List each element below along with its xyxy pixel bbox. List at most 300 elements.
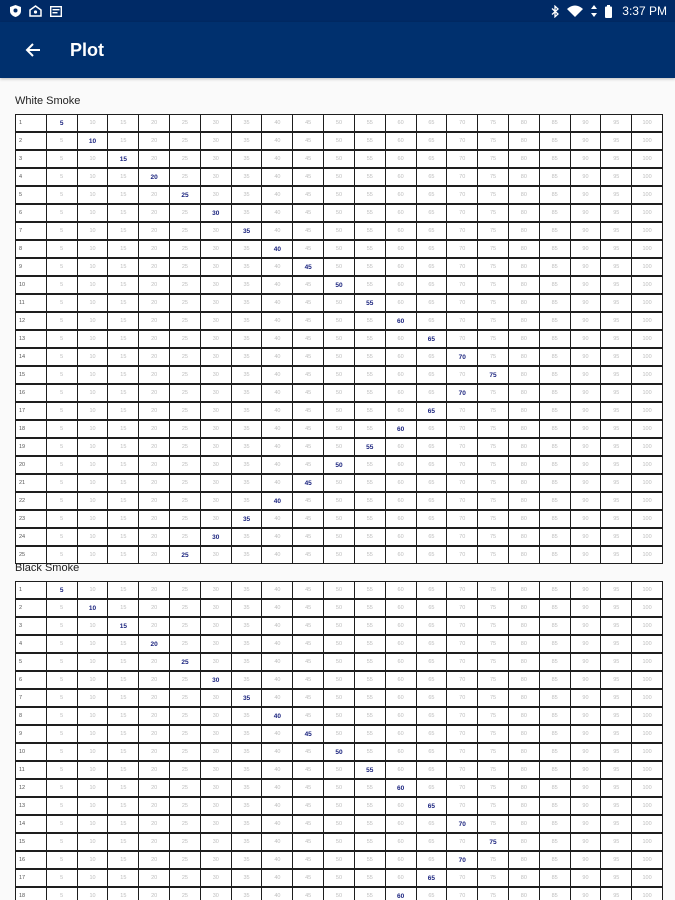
grid-cell[interactable]: 10	[78, 762, 108, 778]
grid-cell[interactable]: 20	[139, 547, 169, 563]
grid-cell[interactable]: 100	[632, 385, 662, 401]
grid-cell[interactable]: 85	[540, 457, 570, 473]
grid-cell[interactable]: 20	[139, 582, 169, 598]
grid-cell[interactable]: 5	[47, 888, 77, 900]
grid-cell[interactable]: 90	[571, 169, 601, 185]
grid-cell[interactable]: 55	[355, 600, 385, 616]
grid-cell[interactable]: 100	[632, 600, 662, 616]
grid-cell[interactable]: 20	[139, 223, 169, 239]
grid-cell[interactable]: 40	[262, 618, 292, 634]
grid-cell[interactable]: 10	[78, 277, 108, 293]
grid-cell[interactable]: 5	[47, 331, 77, 347]
grid-cell[interactable]: 25	[170, 672, 200, 688]
row-label[interactable]: 17	[16, 403, 46, 419]
grid-cell[interactable]: 70	[447, 241, 477, 257]
grid-cell[interactable]: 15	[108, 475, 138, 491]
grid-cell[interactable]: 100	[632, 295, 662, 311]
grid-cell[interactable]: 95	[601, 852, 631, 868]
grid-cell[interactable]: 85	[540, 529, 570, 545]
grid-cell[interactable]: 35	[232, 349, 262, 365]
grid-cell[interactable]: 95	[601, 636, 631, 652]
grid-cell[interactable]: 90	[571, 421, 601, 437]
grid-cell[interactable]: 10	[78, 403, 108, 419]
grid-cell[interactable]: 50	[324, 852, 354, 868]
grid-cell[interactable]: 55	[355, 798, 385, 814]
grid-cell[interactable]: 10	[78, 618, 108, 634]
grid-cell[interactable]: 95	[601, 313, 631, 329]
grid-cell[interactable]: 45	[293, 852, 323, 868]
row-label[interactable]: 5	[16, 654, 46, 670]
grid-cell[interactable]: 35	[232, 403, 262, 419]
grid-cell[interactable]: 90	[571, 205, 601, 221]
row-label[interactable]: 21	[16, 475, 46, 491]
grid-cell[interactable]: 30	[201, 295, 231, 311]
grid-cell[interactable]: 70	[447, 654, 477, 670]
grid-cell[interactable]: 70	[447, 798, 477, 814]
grid-cell[interactable]: 60	[386, 331, 416, 347]
grid-cell[interactable]: 20	[139, 385, 169, 401]
grid-cell-selected[interactable]: 55	[355, 295, 385, 311]
grid-cell[interactable]: 45	[293, 295, 323, 311]
grid-cell[interactable]: 5	[47, 798, 77, 814]
row-label[interactable]: 9	[16, 259, 46, 275]
grid-cell-selected[interactable]: 50	[324, 744, 354, 760]
grid-cell[interactable]: 25	[170, 780, 200, 796]
grid-cell[interactable]: 35	[232, 762, 262, 778]
grid-cell[interactable]: 95	[601, 223, 631, 239]
row-label[interactable]: 3	[16, 618, 46, 634]
grid-cell[interactable]: 100	[632, 762, 662, 778]
grid-cell[interactable]: 55	[355, 852, 385, 868]
grid-cell[interactable]: 15	[108, 547, 138, 563]
grid-cell[interactable]: 95	[601, 457, 631, 473]
grid-cell[interactable]: 65	[417, 349, 447, 365]
grid-cell[interactable]: 25	[170, 403, 200, 419]
grid-cell[interactable]: 20	[139, 151, 169, 167]
grid-cell[interactable]: 25	[170, 313, 200, 329]
grid-cell[interactable]: 75	[478, 798, 508, 814]
row-label[interactable]: 14	[16, 349, 46, 365]
grid-cell[interactable]: 65	[417, 780, 447, 796]
grid-cell[interactable]: 10	[78, 654, 108, 670]
grid-cell[interactable]: 15	[108, 439, 138, 455]
grid-cell[interactable]: 30	[201, 600, 231, 616]
grid-cell[interactable]: 15	[108, 349, 138, 365]
grid-cell-selected[interactable]: 60	[386, 888, 416, 900]
grid-cell[interactable]: 45	[293, 744, 323, 760]
grid-cell[interactable]: 45	[293, 403, 323, 419]
grid-cell[interactable]: 45	[293, 547, 323, 563]
grid-cell[interactable]: 15	[108, 295, 138, 311]
grid-cell-selected[interactable]: 40	[262, 241, 292, 257]
grid-cell[interactable]: 35	[232, 816, 262, 832]
grid-cell[interactable]: 15	[108, 870, 138, 886]
grid-cell[interactable]: 65	[417, 816, 447, 832]
grid-cell[interactable]: 30	[201, 618, 231, 634]
grid-cell[interactable]: 50	[324, 870, 354, 886]
grid-cell[interactable]: 70	[447, 888, 477, 900]
grid-cell-selected[interactable]: 30	[201, 529, 231, 545]
grid-cell[interactable]: 35	[232, 421, 262, 437]
grid-cell[interactable]: 45	[293, 385, 323, 401]
grid-cell[interactable]: 85	[540, 403, 570, 419]
grid-cell[interactable]: 85	[540, 690, 570, 706]
grid-cell[interactable]: 100	[632, 529, 662, 545]
grid-cell[interactable]: 50	[324, 780, 354, 796]
grid-cell[interactable]: 15	[108, 223, 138, 239]
row-label[interactable]: 12	[16, 313, 46, 329]
grid-cell[interactable]: 80	[509, 744, 539, 760]
grid-cell[interactable]: 60	[386, 690, 416, 706]
grid-cell-selected[interactable]: 65	[417, 331, 447, 347]
grid-cell[interactable]: 35	[232, 475, 262, 491]
grid-cell[interactable]: 10	[78, 852, 108, 868]
grid-cell[interactable]: 40	[262, 636, 292, 652]
grid-cell[interactable]: 55	[355, 241, 385, 257]
grid-cell[interactable]: 85	[540, 205, 570, 221]
grid-cell[interactable]: 75	[478, 493, 508, 509]
grid-cell[interactable]: 30	[201, 241, 231, 257]
grid-cell[interactable]: 5	[47, 870, 77, 886]
row-label[interactable]: 16	[16, 852, 46, 868]
grid-cell[interactable]: 20	[139, 241, 169, 257]
grid-cell[interactable]: 45	[293, 331, 323, 347]
grid-cell[interactable]: 70	[447, 744, 477, 760]
grid-cell[interactable]: 35	[232, 385, 262, 401]
grid-cell[interactable]: 80	[509, 205, 539, 221]
grid-cell[interactable]: 75	[478, 816, 508, 832]
grid-cell[interactable]: 10	[78, 493, 108, 509]
grid-cell[interactable]: 15	[108, 511, 138, 527]
grid-cell[interactable]: 90	[571, 762, 601, 778]
grid-cell[interactable]: 90	[571, 313, 601, 329]
grid-cell[interactable]: 55	[355, 726, 385, 742]
grid-cell[interactable]: 95	[601, 385, 631, 401]
grid-cell[interactable]: 70	[447, 205, 477, 221]
grid-cell[interactable]: 80	[509, 618, 539, 634]
grid-cell[interactable]: 70	[447, 259, 477, 275]
grid-cell[interactable]: 55	[355, 780, 385, 796]
grid-cell[interactable]: 55	[355, 690, 385, 706]
grid-cell[interactable]: 35	[232, 600, 262, 616]
grid-cell[interactable]: 75	[478, 133, 508, 149]
grid-cell[interactable]: 95	[601, 331, 631, 347]
grid-cell-selected[interactable]: 40	[262, 493, 292, 509]
grid-cell[interactable]: 90	[571, 331, 601, 347]
grid-cell[interactable]: 55	[355, 888, 385, 900]
grid-cell[interactable]: 65	[417, 654, 447, 670]
grid-cell-selected[interactable]: 20	[139, 169, 169, 185]
grid-cell[interactable]: 15	[108, 780, 138, 796]
grid-cell[interactable]: 15	[108, 205, 138, 221]
grid-cell[interactable]: 70	[447, 529, 477, 545]
grid-cell[interactable]: 55	[355, 547, 385, 563]
grid-cell[interactable]: 85	[540, 493, 570, 509]
grid-cell[interactable]: 20	[139, 600, 169, 616]
grid-cell[interactable]: 75	[478, 187, 508, 203]
grid-cell[interactable]: 95	[601, 529, 631, 545]
grid-cell[interactable]: 75	[478, 115, 508, 131]
grid-cell[interactable]: 75	[478, 547, 508, 563]
grid-cell[interactable]: 80	[509, 529, 539, 545]
grid-cell[interactable]: 30	[201, 421, 231, 437]
grid-cell[interactable]: 85	[540, 313, 570, 329]
grid-cell[interactable]: 70	[447, 331, 477, 347]
row-label[interactable]: 17	[16, 870, 46, 886]
grid-cell[interactable]: 30	[201, 169, 231, 185]
grid-cell[interactable]: 40	[262, 654, 292, 670]
grid-cell[interactable]: 90	[571, 259, 601, 275]
grid-cell[interactable]: 20	[139, 511, 169, 527]
grid-cell[interactable]: 70	[447, 277, 477, 293]
grid-cell[interactable]: 50	[324, 636, 354, 652]
grid-cell-selected[interactable]: 70	[447, 385, 477, 401]
grid-cell[interactable]: 95	[601, 762, 631, 778]
grid-cell[interactable]: 65	[417, 385, 447, 401]
grid-cell[interactable]: 45	[293, 133, 323, 149]
grid-cell[interactable]: 35	[232, 169, 262, 185]
grid-cell[interactable]: 20	[139, 780, 169, 796]
grid-cell[interactable]: 80	[509, 457, 539, 473]
grid-cell[interactable]: 40	[262, 385, 292, 401]
grid-cell[interactable]: 40	[262, 726, 292, 742]
grid-cell[interactable]: 60	[386, 223, 416, 239]
grid-cell[interactable]: 5	[47, 259, 77, 275]
grid-cell[interactable]: 20	[139, 888, 169, 900]
grid-cell[interactable]: 45	[293, 762, 323, 778]
grid-cell[interactable]: 50	[324, 205, 354, 221]
grid-cell[interactable]: 85	[540, 816, 570, 832]
grid-cell[interactable]: 45	[293, 223, 323, 239]
grid-cell[interactable]: 60	[386, 529, 416, 545]
grid-cell[interactable]: 55	[355, 421, 385, 437]
grid-cell[interactable]: 60	[386, 259, 416, 275]
grid-cell[interactable]: 75	[478, 780, 508, 796]
grid-cell[interactable]: 20	[139, 421, 169, 437]
grid-cell[interactable]: 70	[447, 870, 477, 886]
grid-cell[interactable]: 100	[632, 744, 662, 760]
grid-cell[interactable]: 90	[571, 493, 601, 509]
grid-cell[interactable]: 95	[601, 367, 631, 383]
grid-cell[interactable]: 65	[417, 834, 447, 850]
grid-cell[interactable]: 35	[232, 672, 262, 688]
grid-cell[interactable]: 50	[324, 313, 354, 329]
grid-cell[interactable]: 15	[108, 331, 138, 347]
grid-cell[interactable]: 40	[262, 762, 292, 778]
grid-cell[interactable]: 15	[108, 529, 138, 545]
row-label[interactable]: 11	[16, 762, 46, 778]
grid-cell[interactable]: 55	[355, 133, 385, 149]
grid-cell[interactable]: 10	[78, 672, 108, 688]
grid-cell[interactable]: 15	[108, 600, 138, 616]
grid-cell[interactable]: 60	[386, 834, 416, 850]
grid-cell[interactable]: 5	[47, 187, 77, 203]
grid-cell[interactable]: 75	[478, 421, 508, 437]
grid-cell-selected[interactable]: 70	[447, 852, 477, 868]
grid-cell[interactable]: 100	[632, 870, 662, 886]
grid-cell[interactable]: 45	[293, 241, 323, 257]
grid-cell[interactable]: 15	[108, 259, 138, 275]
grid-cell[interactable]: 35	[232, 187, 262, 203]
grid-cell-selected[interactable]: 75	[478, 367, 508, 383]
grid-cell[interactable]: 100	[632, 367, 662, 383]
grid-cell[interactable]: 80	[509, 115, 539, 131]
grid-cell[interactable]: 85	[540, 672, 570, 688]
grid-cell[interactable]: 65	[417, 726, 447, 742]
grid-cell[interactable]: 45	[293, 618, 323, 634]
grid-cell[interactable]: 45	[293, 115, 323, 131]
grid-cell[interactable]: 100	[632, 708, 662, 724]
grid-cell[interactable]: 95	[601, 475, 631, 491]
grid-cell-selected[interactable]: 35	[232, 223, 262, 239]
grid-cell[interactable]: 45	[293, 582, 323, 598]
grid-cell[interactable]: 95	[601, 654, 631, 670]
grid-cell[interactable]: 90	[571, 475, 601, 491]
grid-cell[interactable]: 30	[201, 151, 231, 167]
grid-cell[interactable]: 30	[201, 798, 231, 814]
grid-cell[interactable]: 50	[324, 295, 354, 311]
grid-cell[interactable]: 70	[447, 780, 477, 796]
grid-cell[interactable]: 65	[417, 852, 447, 868]
grid-cell[interactable]: 25	[170, 295, 200, 311]
grid-cell[interactable]: 20	[139, 493, 169, 509]
grid-cell[interactable]: 15	[108, 115, 138, 131]
grid-cell[interactable]: 10	[78, 259, 108, 275]
grid-cell[interactable]: 40	[262, 870, 292, 886]
grid-cell[interactable]: 45	[293, 780, 323, 796]
grid-cell[interactable]: 60	[386, 133, 416, 149]
grid-cell[interactable]: 40	[262, 169, 292, 185]
grid-cell[interactable]: 55	[355, 636, 385, 652]
grid-cell[interactable]: 25	[170, 870, 200, 886]
grid-cell[interactable]: 100	[632, 169, 662, 185]
grid-cell[interactable]: 95	[601, 493, 631, 509]
grid-cell[interactable]: 80	[509, 277, 539, 293]
grid-cell[interactable]: 40	[262, 205, 292, 221]
grid-cell[interactable]: 15	[108, 744, 138, 760]
grid-cell[interactable]: 25	[170, 636, 200, 652]
grid-cell[interactable]: 100	[632, 457, 662, 473]
grid-cell[interactable]: 80	[509, 151, 539, 167]
grid-cell[interactable]: 25	[170, 439, 200, 455]
grid-cell[interactable]: 5	[47, 547, 77, 563]
grid-cell[interactable]: 25	[170, 367, 200, 383]
grid-cell[interactable]: 55	[355, 187, 385, 203]
grid-cell[interactable]: 50	[324, 115, 354, 131]
grid-cell[interactable]: 5	[47, 403, 77, 419]
grid-cell[interactable]: 15	[108, 762, 138, 778]
grid-cell[interactable]: 60	[386, 169, 416, 185]
grid-cell[interactable]: 35	[232, 582, 262, 598]
grid-cell[interactable]: 65	[417, 672, 447, 688]
grid-cell[interactable]: 60	[386, 241, 416, 257]
grid-cell[interactable]: 70	[447, 726, 477, 742]
grid-cell[interactable]: 80	[509, 708, 539, 724]
grid-cell[interactable]: 30	[201, 475, 231, 491]
grid-cell[interactable]: 70	[447, 834, 477, 850]
grid-cell[interactable]: 60	[386, 115, 416, 131]
grid-cell[interactable]: 30	[201, 582, 231, 598]
grid-cell[interactable]: 10	[78, 816, 108, 832]
grid-cell[interactable]: 30	[201, 654, 231, 670]
grid-cell[interactable]: 50	[324, 439, 354, 455]
grid-cell[interactable]: 90	[571, 439, 601, 455]
grid-cell[interactable]: 100	[632, 618, 662, 634]
grid-cell[interactable]: 50	[324, 367, 354, 383]
grid-cell[interactable]: 75	[478, 888, 508, 900]
grid-cell[interactable]: 75	[478, 349, 508, 365]
row-label[interactable]: 5	[16, 187, 46, 203]
grid-cell[interactable]: 60	[386, 151, 416, 167]
grid-cell[interactable]: 5	[47, 313, 77, 329]
grid-cell[interactable]: 75	[478, 331, 508, 347]
row-label[interactable]: 2	[16, 600, 46, 616]
grid-cell[interactable]: 100	[632, 798, 662, 814]
grid-cell[interactable]: 35	[232, 870, 262, 886]
grid-cell[interactable]: 30	[201, 888, 231, 900]
grid-cell[interactable]: 10	[78, 726, 108, 742]
grid-cell[interactable]: 90	[571, 187, 601, 203]
grid-cell[interactable]: 100	[632, 187, 662, 203]
grid-cell[interactable]: 80	[509, 816, 539, 832]
grid-cell[interactable]: 25	[170, 349, 200, 365]
grid-cell[interactable]: 35	[232, 277, 262, 293]
grid-cell[interactable]: 20	[139, 133, 169, 149]
grid-cell[interactable]: 45	[293, 690, 323, 706]
grid-cell[interactable]: 65	[417, 295, 447, 311]
grid-cell[interactable]: 45	[293, 798, 323, 814]
grid-cell[interactable]: 40	[262, 151, 292, 167]
grid-cell[interactable]: 25	[170, 888, 200, 900]
grid-cell[interactable]: 20	[139, 870, 169, 886]
grid-cell[interactable]: 65	[417, 636, 447, 652]
grid-cell[interactable]: 75	[478, 762, 508, 778]
grid-cell[interactable]: 60	[386, 439, 416, 455]
grid-cell[interactable]: 5	[47, 151, 77, 167]
back-button[interactable]	[13, 30, 53, 70]
grid-cell[interactable]: 95	[601, 726, 631, 742]
grid-cell[interactable]: 25	[170, 511, 200, 527]
grid-cell[interactable]: 65	[417, 708, 447, 724]
grid-cell[interactable]: 30	[201, 223, 231, 239]
row-label[interactable]: 11	[16, 295, 46, 311]
grid-cell[interactable]: 40	[262, 547, 292, 563]
grid-cell[interactable]: 55	[355, 151, 385, 167]
grid-cell[interactable]: 100	[632, 259, 662, 275]
grid-cell[interactable]: 55	[355, 403, 385, 419]
grid-cell[interactable]: 55	[355, 511, 385, 527]
grid-cell[interactable]: 85	[540, 798, 570, 814]
grid-cell[interactable]: 20	[139, 331, 169, 347]
grid-cell[interactable]: 50	[324, 493, 354, 509]
grid-cell[interactable]: 15	[108, 672, 138, 688]
grid-cell[interactable]: 90	[571, 726, 601, 742]
grid-cell[interactable]: 15	[108, 690, 138, 706]
grid-cell[interactable]: 90	[571, 888, 601, 900]
grid-cell[interactable]: 35	[232, 313, 262, 329]
grid-cell[interactable]: 10	[78, 690, 108, 706]
grid-cell[interactable]: 60	[386, 600, 416, 616]
grid-cell[interactable]: 10	[78, 475, 108, 491]
grid-cell[interactable]: 5	[47, 475, 77, 491]
grid-cell[interactable]: 5	[47, 834, 77, 850]
grid-cell[interactable]: 30	[201, 493, 231, 509]
grid-cell[interactable]: 30	[201, 780, 231, 796]
grid-cell[interactable]: 85	[540, 511, 570, 527]
grid-cell[interactable]: 80	[509, 493, 539, 509]
grid-cell[interactable]: 5	[47, 367, 77, 383]
grid-cell[interactable]: 65	[417, 529, 447, 545]
